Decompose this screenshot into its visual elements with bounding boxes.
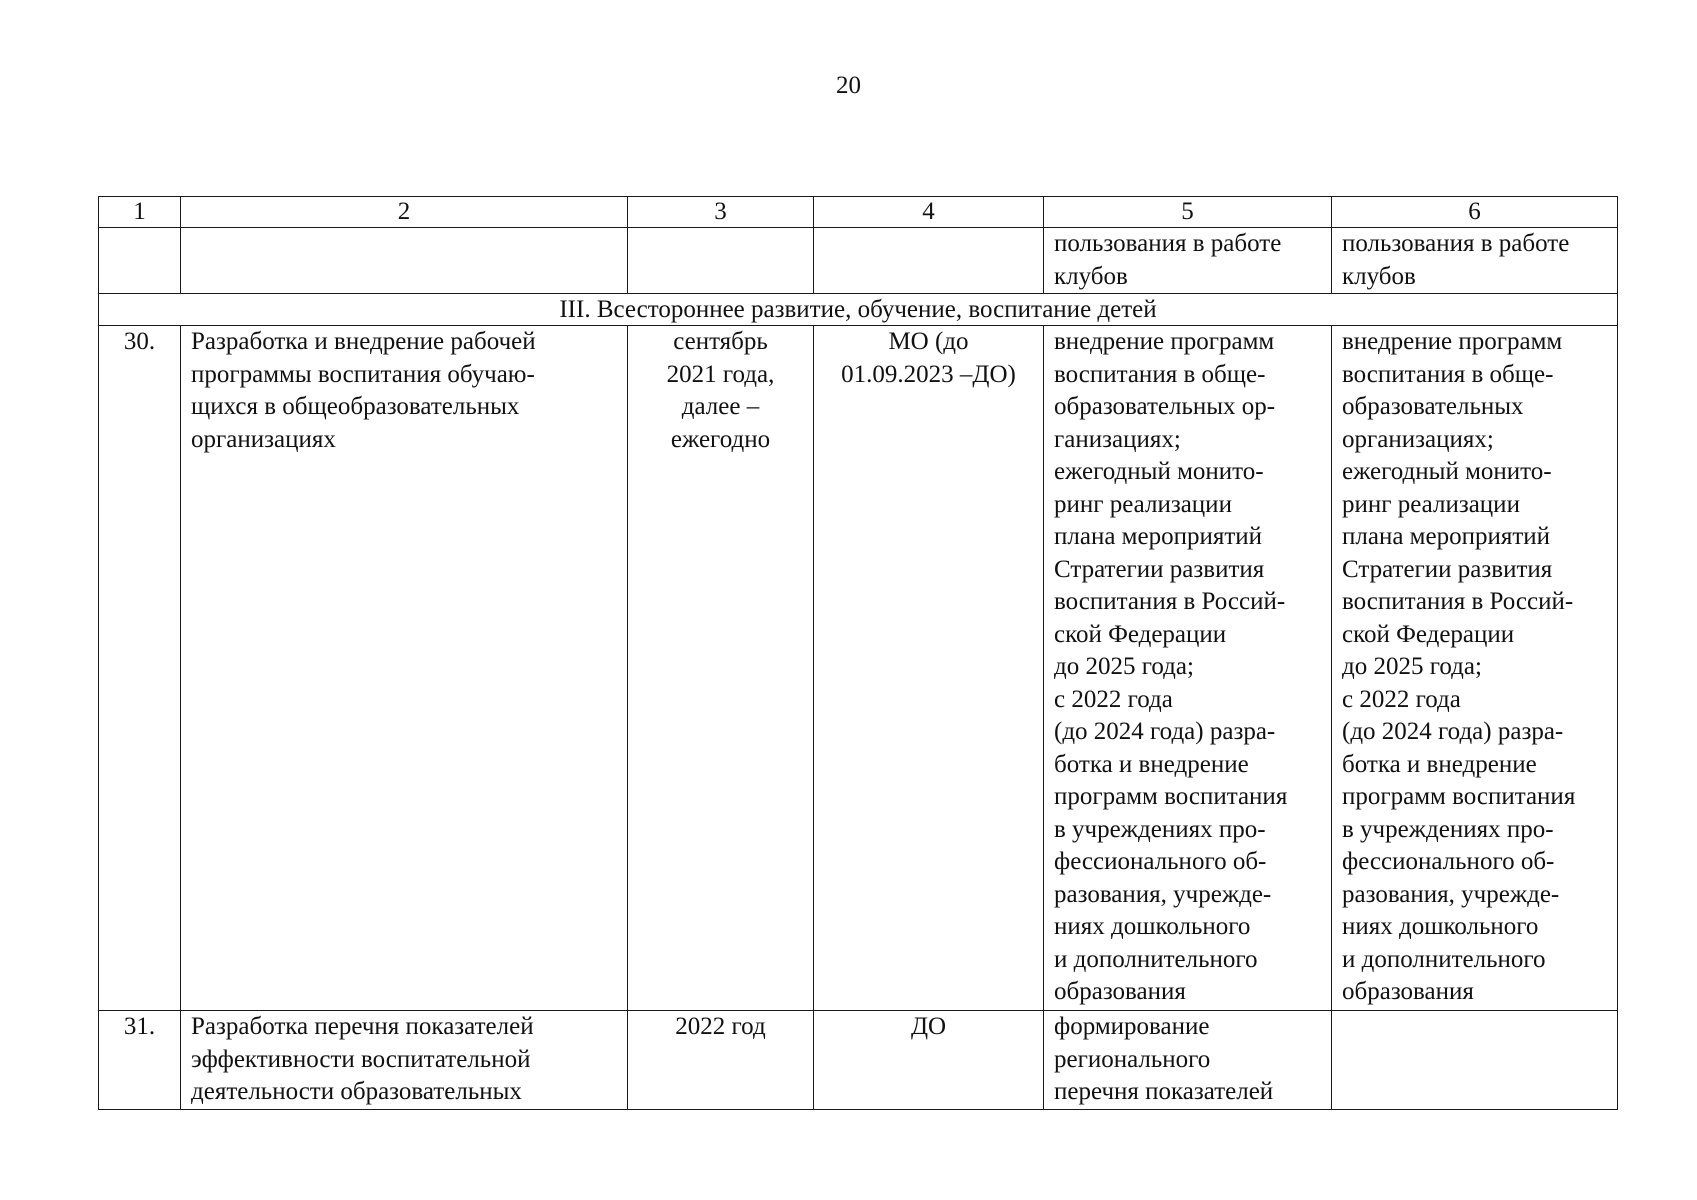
cont-cell-2 bbox=[181, 228, 628, 294]
text-line: далее – bbox=[681, 393, 760, 420]
text-line: в учреждениях про- bbox=[1342, 815, 1554, 843]
row-number: 31. bbox=[99, 1011, 181, 1110]
section-title: III. Всестороннее развитие, обучение, воспитание детей bbox=[99, 294, 1618, 326]
text-line: и дополнительного bbox=[1054, 945, 1258, 973]
term-cell bbox=[628, 1011, 814, 1110]
text-line: ботка и внедрение bbox=[1054, 750, 1249, 778]
result-cell-5 bbox=[1044, 326, 1332, 1011]
text-line: образования bbox=[1054, 978, 1186, 1005]
text-line: программ воспитания bbox=[1054, 783, 1288, 810]
text-line: эффективности воспитательной bbox=[191, 1045, 531, 1073]
table-row bbox=[99, 326, 1618, 1011]
text-line: пользования в работе bbox=[1342, 230, 1570, 257]
text-line: ринг реализации bbox=[1054, 490, 1232, 518]
text-line: до 2025 года; bbox=[1054, 653, 1194, 680]
text-line: ежегодный монито- bbox=[1342, 458, 1552, 485]
text-line: образования bbox=[1342, 978, 1474, 1005]
text-line: фессионального об- bbox=[1054, 848, 1267, 875]
text-line: образовательных ор- bbox=[1054, 393, 1276, 420]
page-number: 20 bbox=[836, 72, 861, 99]
header-col-6: 6 bbox=[1332, 197, 1618, 228]
table-row bbox=[99, 1011, 1618, 1110]
text-line: 2021 года, bbox=[666, 360, 775, 388]
text-line: и дополнительного bbox=[1342, 945, 1546, 973]
text-line: образовательных bbox=[1342, 393, 1524, 420]
text-line: щихся в общеобразовательных bbox=[191, 393, 520, 420]
text-line: регионального bbox=[1054, 1045, 1211, 1073]
text-line: ниях дошкольного bbox=[1342, 913, 1539, 940]
cont-cell-4 bbox=[814, 228, 1044, 294]
text-line: перечня показателей bbox=[1054, 1078, 1274, 1105]
text-line: плана мероприятий bbox=[1342, 523, 1551, 550]
text-line: сентябрь bbox=[673, 328, 768, 355]
text-line: ринг реализации bbox=[1342, 490, 1520, 518]
text-line: ДО bbox=[910, 1013, 947, 1040]
text-line: разования, учрежде- bbox=[1054, 880, 1272, 908]
text-line: деятельности образовательных bbox=[191, 1078, 522, 1105]
text-line: ежегодный монито- bbox=[1054, 458, 1264, 485]
text-line: клубов bbox=[1342, 262, 1416, 290]
result-cell-6 bbox=[1332, 326, 1618, 1011]
text-line: программы воспитания обучаю- bbox=[191, 360, 535, 388]
text-line: программ воспитания bbox=[1342, 783, 1576, 810]
text-line: пользования в работе bbox=[1054, 230, 1282, 257]
header-col-2: 2 bbox=[181, 197, 628, 228]
text-line: ежегодно bbox=[670, 425, 771, 453]
text-line: ганизациях; bbox=[1054, 425, 1181, 453]
text-line: (до 2024 года) разра- bbox=[1054, 718, 1276, 745]
text-line: с 2022 года bbox=[1342, 685, 1461, 713]
text-line: воспитания в обще- bbox=[1054, 360, 1266, 388]
text-line: воспитания в Россий- bbox=[1054, 588, 1286, 615]
text-line: формирование bbox=[1054, 1013, 1210, 1040]
header-col-5: 5 bbox=[1044, 197, 1332, 228]
section-row bbox=[99, 294, 1618, 326]
text-line: в учреждениях про- bbox=[1054, 815, 1266, 843]
text-line: ниях дошкольного bbox=[1054, 913, 1251, 940]
cont-cell-5 bbox=[1044, 228, 1332, 294]
text-line: (до 2024 года) разра- bbox=[1342, 718, 1564, 745]
measure-name bbox=[181, 1011, 628, 1110]
text-line: плана мероприятий bbox=[1054, 523, 1263, 550]
result-cell-6 bbox=[1332, 1011, 1618, 1110]
text-line: организациях; bbox=[1342, 425, 1494, 453]
text-line: фессионального об- bbox=[1342, 848, 1555, 875]
header-col-3: 3 bbox=[628, 197, 814, 228]
text-line: до 2025 года; bbox=[1342, 653, 1482, 680]
text-line: внедрение программ bbox=[1054, 328, 1275, 355]
header-col-1: 1 bbox=[99, 197, 181, 228]
text-line: клубов bbox=[1054, 262, 1128, 290]
table-header-row bbox=[99, 197, 1618, 228]
cont-cell-1 bbox=[99, 228, 181, 294]
text-line: Стратегии развития bbox=[1054, 555, 1265, 583]
header-col-4: 4 bbox=[814, 197, 1044, 228]
cont-cell-3 bbox=[628, 228, 814, 294]
text-line: внедрение программ bbox=[1342, 328, 1563, 355]
term-cell bbox=[628, 326, 814, 1011]
text-line: 2022 год bbox=[675, 1013, 766, 1040]
measure-name bbox=[181, 326, 628, 1011]
responsible-cell bbox=[814, 1011, 1044, 1110]
text-line: МО (до bbox=[888, 328, 969, 355]
text-line: ской Федерации bbox=[1342, 620, 1515, 648]
text-line: воспитания в Россий- bbox=[1342, 588, 1574, 615]
text-line: с 2022 года bbox=[1054, 685, 1173, 713]
text-line: разования, учрежде- bbox=[1342, 880, 1560, 908]
text-line: организациях bbox=[191, 425, 336, 453]
responsible-cell bbox=[814, 326, 1044, 1011]
text-line: воспитания в обще- bbox=[1342, 360, 1554, 388]
continuation-row bbox=[99, 228, 1618, 294]
row-number: 30. bbox=[99, 326, 181, 1011]
result-cell-5 bbox=[1044, 1011, 1332, 1110]
text-line: Разработка и внедрение рабочей bbox=[191, 328, 536, 355]
text-line: ботка и внедрение bbox=[1342, 750, 1537, 778]
cont-cell-6 bbox=[1332, 228, 1618, 294]
text-line: 01.09.2023 –ДО) bbox=[841, 360, 1016, 388]
text-line: Стратегии развития bbox=[1342, 555, 1553, 583]
plan-table bbox=[98, 196, 1618, 1110]
text-line: Разработка перечня показателей bbox=[191, 1013, 534, 1040]
text-line: ской Федерации bbox=[1054, 620, 1227, 648]
